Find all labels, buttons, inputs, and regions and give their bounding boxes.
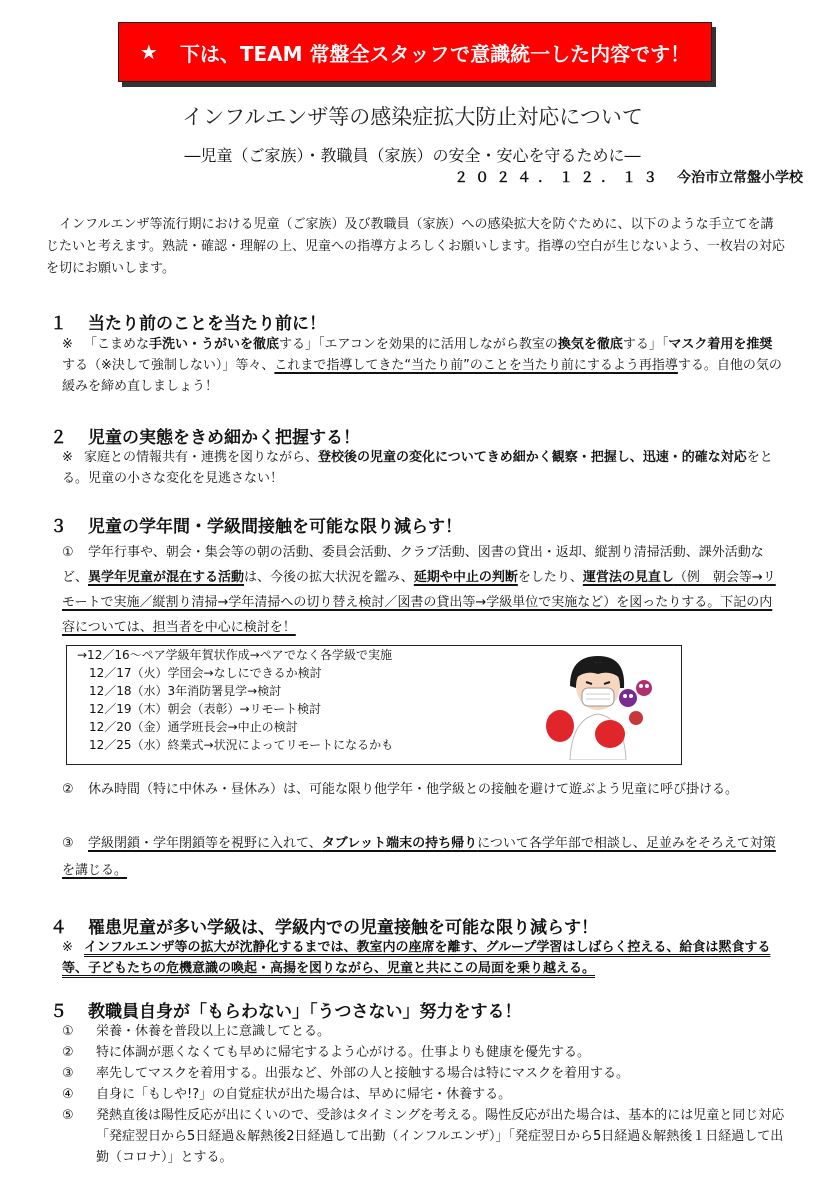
list-item: ④ 自身に「もしや!?」の自覚症状が出た場合は、早めに帰宅・休養する。 bbox=[62, 1087, 512, 1102]
section-3-item-2: ② 休み時間（特に中休み・昼休み）は、可能な限り他学年・他学級との接触を避けて遊ぶよう児童に呼び掛ける。 bbox=[62, 782, 739, 797]
section-4-heading: ４ 罹患児童が多い学級は、学級内での児童接触を可能な限り減らす！ bbox=[50, 918, 598, 938]
school-name: 今治市立常盤小学校 bbox=[677, 170, 803, 186]
schedule-line: 12／20（金）通学班長会→中止の検討 bbox=[89, 720, 298, 734]
section-5-heading: ５ 教職員自身が「もらわない」「うつさない」努力をする！ bbox=[50, 1002, 522, 1022]
star-icon: ★ bbox=[139, 40, 158, 64]
banner-text: 下は、TEAM 常盤全スタッフで意識統一した内容です！ bbox=[179, 41, 691, 66]
document-subtitle: ―児童（ご家族）・教職員（家族）の安全・安心を守るために― bbox=[184, 146, 641, 165]
section-5-list bbox=[62, 1021, 787, 1168]
document-date: ２０２４．１２．１３ bbox=[454, 170, 665, 186]
list-item: ③ 率先してマスクを着用する。出張など、外部の人と接触する場合は特にマスクを着用する。 bbox=[62, 1066, 630, 1081]
section-2-note: ※ 家庭との情報共有・連携を図りながら、登校後の児童の変化についてきめ細かく観察・把握し、迅速・的確な対応をとる。児童の小さな変化を見逃さない！ bbox=[62, 450, 773, 486]
schedule-line: 12／25（水）終業式→状況によってリモートになるかも bbox=[89, 738, 394, 752]
boxing-germ-illustration-icon bbox=[540, 648, 660, 760]
schedule-line: 12／19（木）朝会（表彰）→リモート検討 bbox=[89, 702, 322, 716]
section-3-heading: ３ 児童の学年間・学級間接触を可能な限り減らす！ bbox=[50, 517, 462, 537]
section-3-item-3: ③ 学級閉鎖・学年閉鎖等を視野に入れて、タブレット端末の持ち帰りについて各学年部で相談し、足並みをそろえて対策を講じる。 bbox=[62, 836, 776, 878]
schedule-line: 12／18（水）3年消防署見学→検討 bbox=[89, 684, 282, 698]
schedule-line: →12／16～ペア学級年賀状作成→ペアでなく各学級で実施 bbox=[77, 648, 393, 662]
intro-paragraph: インフルエンザ等流行期における児童（ご家族）及び教職員（家族）への感染拡大を防ぐために、以下のような手立てを講じたいと考えます。熟読・確認・理解の上、児童への指導方よろしくお願いします。指導の空白が生じないよう、一枚岩の対応を切にお願いします。 bbox=[46, 217, 785, 276]
date-line bbox=[454, 167, 803, 187]
section-4-note: ※ インフルエンザ等の拡大が沈静化するまでは、教室内の座席を離す、グループ学習はしばらく控える、給食は黙食する等、子どもたちの危機意識の喚起・高揚を図りながら、児童と共にこの局面を乗り越える。 bbox=[62, 940, 771, 976]
schedule-line: 12／17（火）学団会→なしにできるか検討 bbox=[89, 666, 322, 680]
section-1-note: ※ 「こまめな手洗い・うがいを徹底する」「エアコンを効果的に活用しながら教室の換気を徹底する」「マスク着用を推奨する（※決して強制しない）」等々、これまで指導してきた“当たり前”のことを当たり前にするよう再指導する。自他の気の緩みを締め直しましょう！ bbox=[62, 337, 782, 394]
document-title: インフルエンザ等の感染症拡大防止対応について bbox=[182, 105, 643, 129]
section-1-heading: １ 当たり前のことを当たり前に！ bbox=[50, 314, 326, 334]
section-3-item-1: ① 学年行事や、朝会・集会等の朝の活動、委員会活動、クラブ活動、図書の貸出・返却、縦割り清掃活動、課外活動など、異学年児童が混在する活動は、今後の拡大状況を鑑み、延期や中止の判断をしたり、運営法の見直し（例 朝会等→リモートで実施／縦割り清掃→学年清掃への切り替え検討／図書の貸出等→学級単位で実施など）を図ったりする。下記の内容については、担当者を中心に検討を！ bbox=[62, 545, 776, 635]
list-item: ① 栄養・休養を普段以上に意識してとる。 bbox=[62, 1024, 331, 1039]
section-2-heading: ２ 児童の実態をきめ細かく把握する！ bbox=[50, 428, 360, 448]
list-item: ② 特に体調が悪くなくても早めに帰宅するよう心がける。仕事よりも健康を優先する。 bbox=[62, 1045, 591, 1060]
list-item: ⑤ 発熱直後は陽性反応が出にくいので、受診はタイミングを考える。陽性反応が出た場合は、基本的には児童と同じ対応「発症翌日から5日経過＆解熱後2日経過して出勤（インフルエンザ）」「発症翌日から5日経過＆解熱後１日経過して出勤（コロナ）」とする。 bbox=[62, 1108, 785, 1165]
announcement-banner bbox=[118, 22, 712, 82]
